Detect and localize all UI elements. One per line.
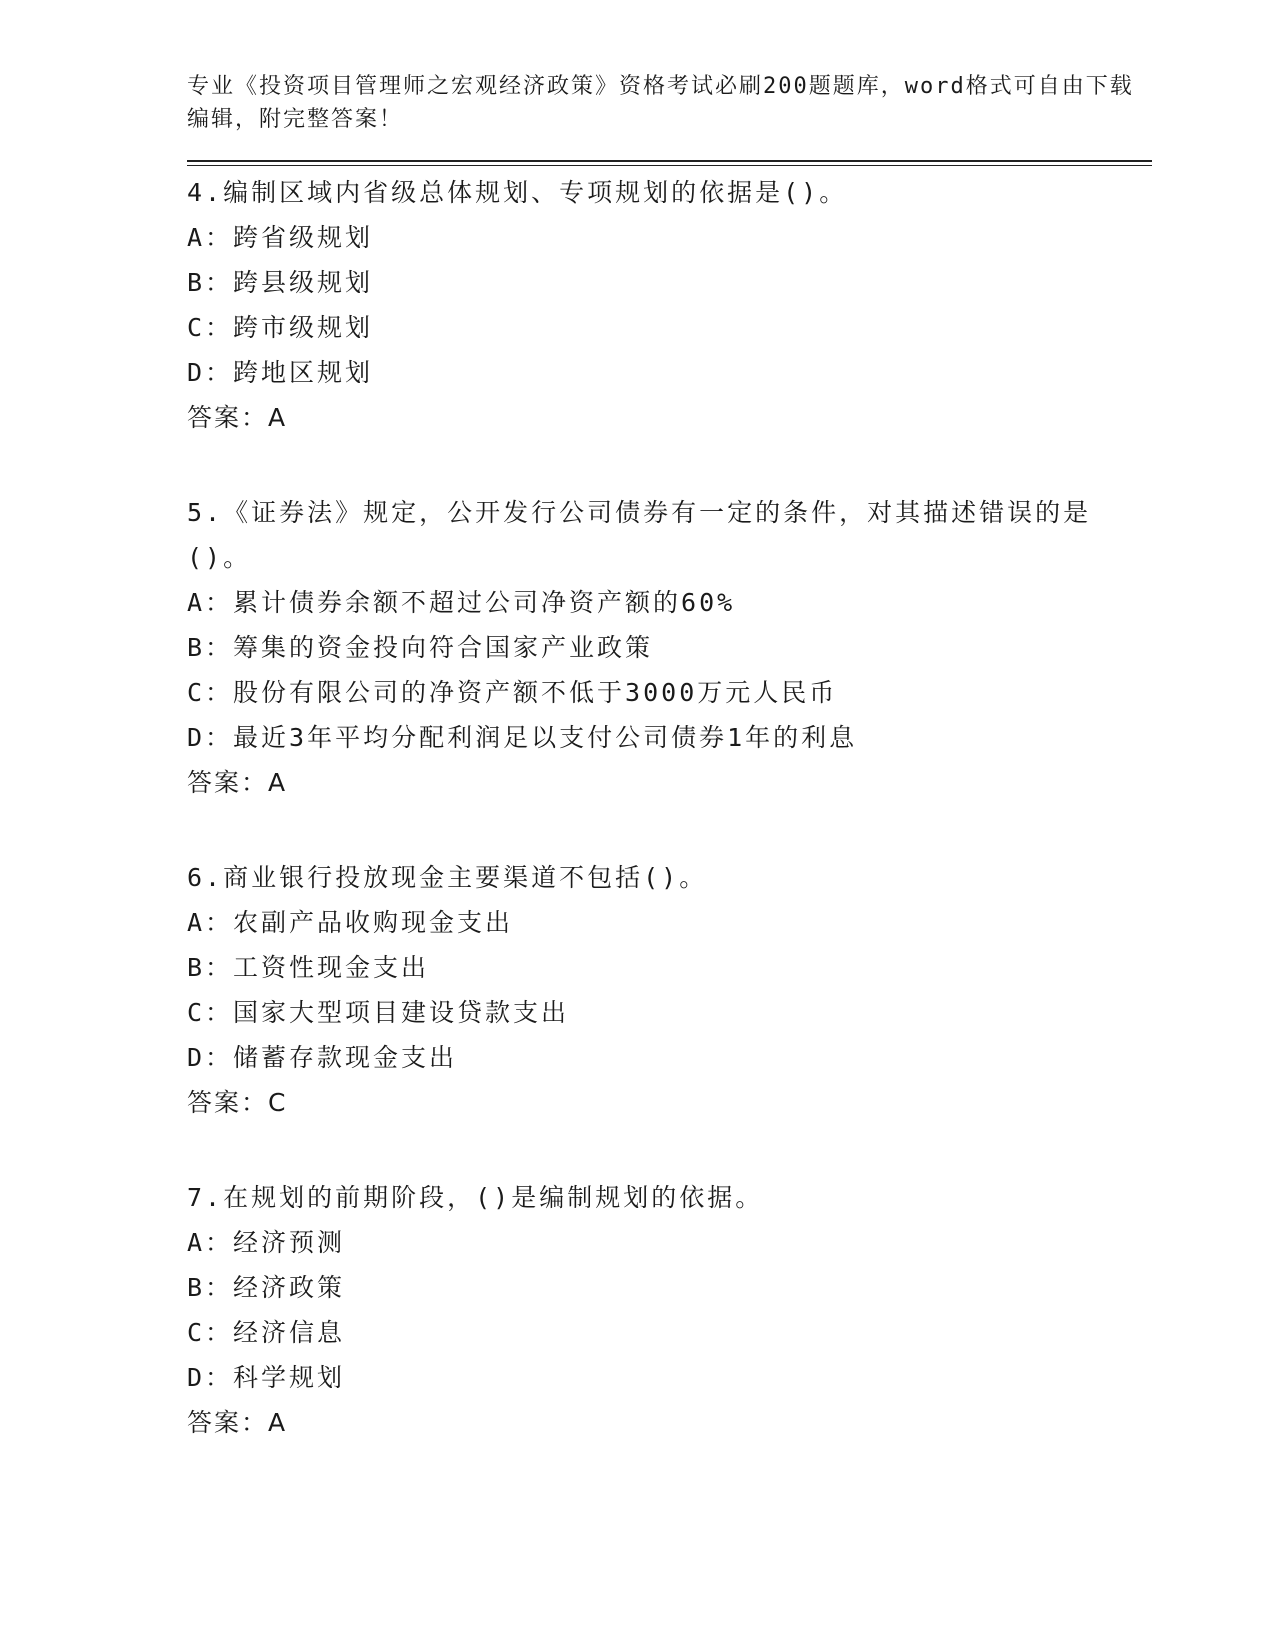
option-a: A：累计债券余额不超过公司净资产额的60% xyxy=(187,588,736,617)
question-6 xyxy=(187,855,1152,1125)
option-c: C：国家大型项目建设贷款支出 xyxy=(187,998,570,1027)
header-divider xyxy=(187,160,1152,166)
option-a: A：经济预测 xyxy=(187,1228,346,1257)
option-b: B：经济政策 xyxy=(187,1273,346,1302)
option-c: C：跨市级规划 xyxy=(187,313,374,342)
option-d: D：最近3年平均分配利润足以支付公司债券1年的利息 xyxy=(187,723,858,752)
document-header: 专业《投资项目管理师之宏观经济政策》资格考试必刷200题题库，word格式可自由下载编辑，附完整答案！ xyxy=(187,74,1134,132)
question-stem: 4.编制区域内省级总体规划、专项规划的依据是()。 xyxy=(187,178,848,207)
answer-line: 答案：C xyxy=(187,1088,288,1117)
option-b: B：筹集的资金投向符合国家产业政策 xyxy=(187,633,654,662)
question-stem: 5.《证券法》规定，公开发行公司债券有一定的条件，对其描述错误的是()。 xyxy=(187,498,1092,572)
option-b: B：工资性现金支出 xyxy=(187,953,430,982)
question-stem: 6.商业银行投放现金主要渠道不包括()。 xyxy=(187,863,708,892)
question-4 xyxy=(187,170,1152,440)
question-5 xyxy=(187,490,1152,805)
question-list xyxy=(187,170,1152,1445)
option-a: A：农副产品收购现金支出 xyxy=(187,908,514,937)
answer-line: 答案：A xyxy=(187,403,288,432)
option-d: D：科学规划 xyxy=(187,1363,346,1392)
answer-line: 答案：A xyxy=(187,1408,288,1437)
question-7 xyxy=(187,1175,1152,1445)
option-c: C：股份有限公司的净资产额不低于3000万元人民币 xyxy=(187,678,838,707)
document-page xyxy=(187,70,1152,1495)
option-c: C：经济信息 xyxy=(187,1318,346,1347)
answer-line: 答案：A xyxy=(187,768,288,797)
option-b: B：跨县级规划 xyxy=(187,268,374,297)
option-d: D：储蓄存款现金支出 xyxy=(187,1043,458,1072)
option-a: A：跨省级规划 xyxy=(187,223,374,252)
option-d: D：跨地区规划 xyxy=(187,358,374,387)
question-stem: 7.在规划的前期阶段，()是编制规划的依据。 xyxy=(187,1183,764,1212)
